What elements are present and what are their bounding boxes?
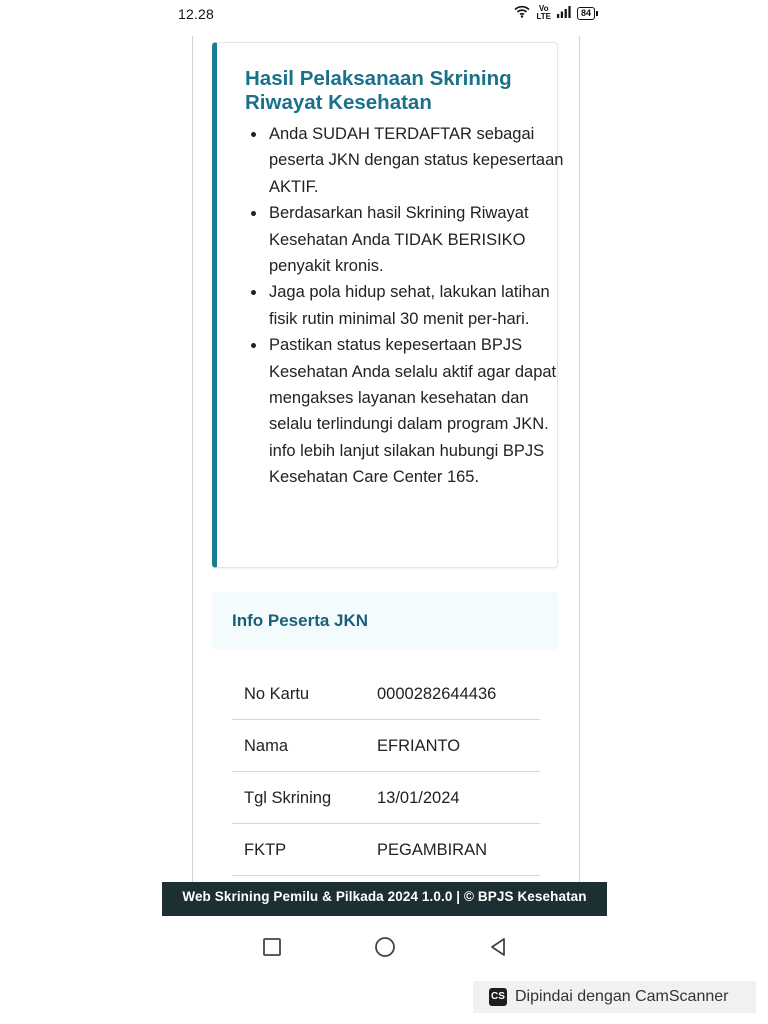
recents-square-icon[interactable] xyxy=(260,935,284,959)
table-row xyxy=(232,824,540,876)
volte-icon xyxy=(536,5,551,21)
table-row xyxy=(232,720,540,772)
table-row xyxy=(232,772,540,824)
footer-bar xyxy=(162,882,607,916)
wifi-icon xyxy=(514,5,530,21)
row-value: 0000282644436 xyxy=(377,685,497,703)
back-triangle-icon[interactable] xyxy=(486,935,510,959)
result-title: Hasil Pelaksanaan Skrining Riwayat Kesehatan xyxy=(245,67,512,114)
watermark-text: Dipindai dengan CamScanner xyxy=(515,988,729,1005)
screening-result-card xyxy=(212,42,564,568)
info-peserta-table xyxy=(232,668,540,876)
status-time: 12.28 xyxy=(178,6,215,22)
row-label: FKTP xyxy=(244,841,287,859)
footer-text: Web Skrining Pemilu & Pilkada 2024 1.0.0 | © BPJS Kesehatan xyxy=(182,889,587,904)
result-item: • Berdasarkan hasil Skrining Riwayat Kesehatan Anda TIDAK BERISIKO penyakit kronis. xyxy=(267,200,567,279)
result-list xyxy=(245,121,567,491)
camscanner-logo-icon: CS xyxy=(489,988,507,1006)
result-item: • Anda SUDAH TERDAFTAR sebagai peserta JKN dengan status kepesertaan AKTIF. xyxy=(267,121,567,200)
row-label: No Kartu xyxy=(244,685,310,703)
signal-icon xyxy=(557,6,571,21)
row-value: EFRIANTO xyxy=(377,737,461,755)
row-value: 13/01/2024 xyxy=(377,789,460,807)
info-peserta-header xyxy=(212,592,558,650)
row-label: Tgl Skrining xyxy=(244,789,332,807)
row-value: PEGAMBIRAN xyxy=(377,841,488,859)
camscanner-watermark xyxy=(473,981,756,1013)
volte-bottom: LTE xyxy=(536,12,551,21)
battery-icon: 84 xyxy=(577,7,595,20)
info-peserta-title: Info Peserta JKN xyxy=(232,611,369,630)
navigation-bar xyxy=(162,925,607,970)
volte-top: Vo xyxy=(538,4,549,13)
result-item: • Jaga pola hidup sehat, lakukan latihan fisik rutin minimal 30 menit per-hari. xyxy=(267,279,567,332)
row-label: Nama xyxy=(244,737,289,755)
status-icons xyxy=(514,5,595,21)
home-circle-icon[interactable] xyxy=(373,935,397,959)
status-bar xyxy=(162,0,607,30)
table-row xyxy=(232,668,540,720)
result-item: • Pastikan status kepesertaan BPJS Kesehatan Anda selalu aktif agar dapat mengakses layanan kesehatan dan selalu terlindungi dalam program JKN. info lebih lanjut silakan hubungi BPJS Kesehatan Care Center 165. xyxy=(267,332,567,490)
